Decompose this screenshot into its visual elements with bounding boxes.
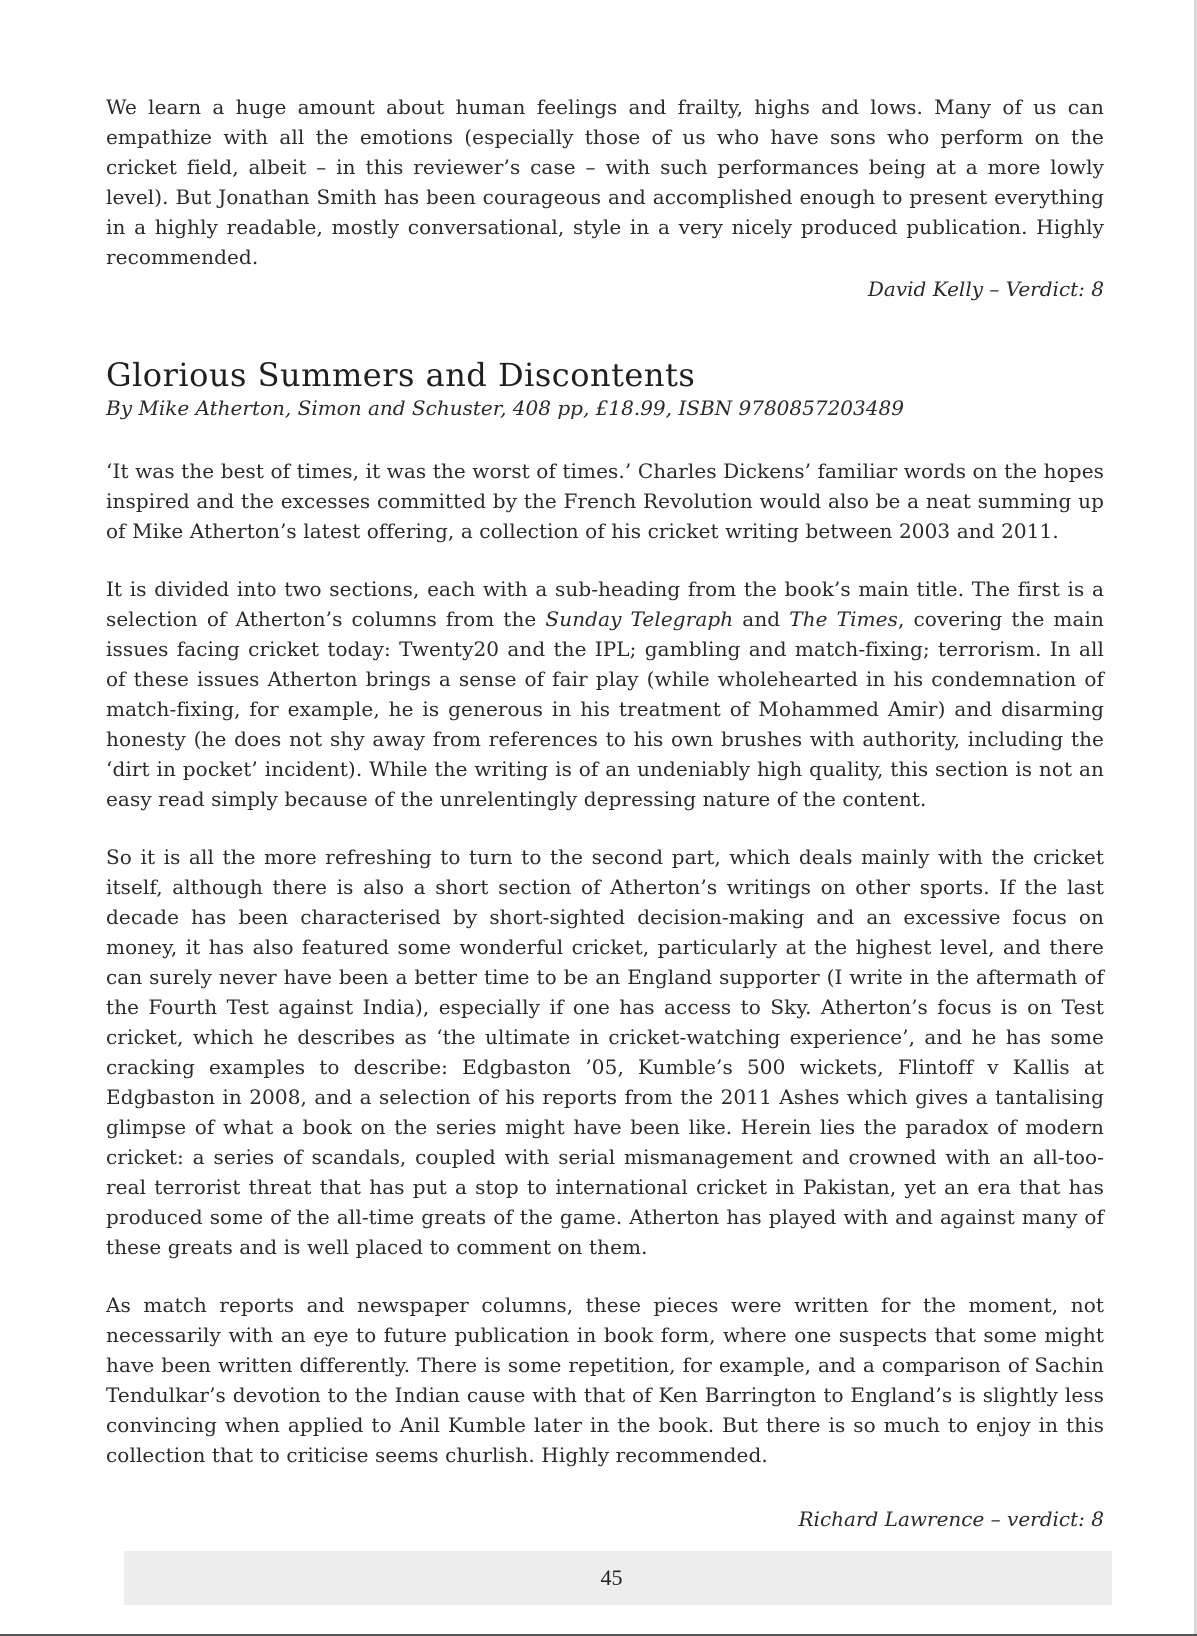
review-title: Glorious Summers and Discontents bbox=[106, 356, 696, 394]
review-paragraph-3: So it is all the more refreshing to turn to the second part, which deals mainly with the cricket itself, although there is also a short section of Atherton’s writings on other sports. If the last decade has been characterised by short-sighted decision-making and an excessive focus on money, it has also featured some wonderful cricket, particularly at the highest level, and there can surely never have been a better time to be an England supporter (I write in the aftermath of the Fourth Test against India), especially if one has access to Sky. Atherton’s focus is on Test cricket, which he describes as ‘the ultimate in cricket-watching experience’, and he has some cracking examples to describe: Edgbaston ’05, Kumble’s 500 wickets, Flintoff v Kallis at Edgbaston in 2008, and a selection of his reports from the 2011 Ashes which gives a tantalising glimpse of what a book on the series might have been like. Herein lies the paradox of modern cricket: a series of scandals, coupled with serial mismanagement and crowned with an all-too-real terrorist threat that has put a stop to international cricket in Pakistan, yet an era that has produced some of the all-time greats of the game. Atherton has played with and against many of these greats and is well placed to comment on them. bbox=[106, 845, 1104, 1259]
review-paragraph-4: As match reports and newspaper columns, these pieces were written for the moment, not necessarily with an eye to future publication in book form, where one suspects that some might have been written differently. There is some repetition, for example, and a comparison of Sachin Tendulkar’s devotion to the Indian cause with that of Ken Barrington to England’s is slightly less convincing when applied to Anil Kumble later in the book. But there is so much to enjoy in this collection that to criticise seems churlish. Highly recommended. bbox=[106, 1293, 1104, 1467]
review-paragraph-1: ‘It was the best of times, it was the worst of times.’ Charles Dickens’ familiar words on the hopes inspired and the excesses committed by the French Revolution would also be a neat summing up of Mike Atherton’s latest offering, a collection of his cricket writing between 2003 and 2011. bbox=[106, 459, 1104, 543]
prev-review-paragraph: We learn a huge amount about human feelings and frailty, highs and lows. Many of us can empathize with all the emotions (especially those of us who have sons who perform on the cricket field, albeit – in this reviewer’s case – with such performances being at a more lowly level). But Jonathan Smith has been courageous and accomplished enough to present everything in a highly readable, mostly conversational, style in a very nicely produced publication. Highly recommended. bbox=[106, 95, 1104, 269]
paragraph-2-text-c: and bbox=[733, 607, 790, 631]
prev-review-signature: David Kelly – Verdict: 8 bbox=[867, 277, 1104, 301]
review-paragraph-2 bbox=[106, 574, 1104, 814]
paragraph-2-text-e: , covering the main issues facing cricket today: Twenty20 and the IPL; gambling and match-fixing; terrorism. In all of these issues Atherton brings a sense of fair play (while wholehearted in his condemnation of match-fixing, for example, he is generous in his treatment of Mohammed Amir) and disarming honesty (he does not shy away from references to his own brushes with authority, including the ‘dirt in pocket’ incident). While the writing is of an undeniably high quality, this section is not an easy read simply because of the unrelentingly depressing nature of the content. bbox=[106, 607, 1104, 811]
page-content bbox=[106, 92, 1104, 1534]
publication-sunday-telegraph: Sunday Telegraph bbox=[545, 607, 734, 631]
review-signature: Richard Lawrence – verdict: 8 bbox=[798, 1507, 1104, 1531]
page-number: 45 bbox=[600, 1565, 623, 1590]
publication-the-times: The Times bbox=[789, 607, 898, 631]
paragraph-2-text-a: It is divided into two sections, each with a sub-heading from the book’s main title. The first is a selection of Atherton’s columns from the bbox=[106, 577, 1104, 631]
review-byline: By Mike Atherton, Simon and Schuster, 408 pp, £18.99, ISBN 9780857203489 bbox=[106, 396, 904, 420]
